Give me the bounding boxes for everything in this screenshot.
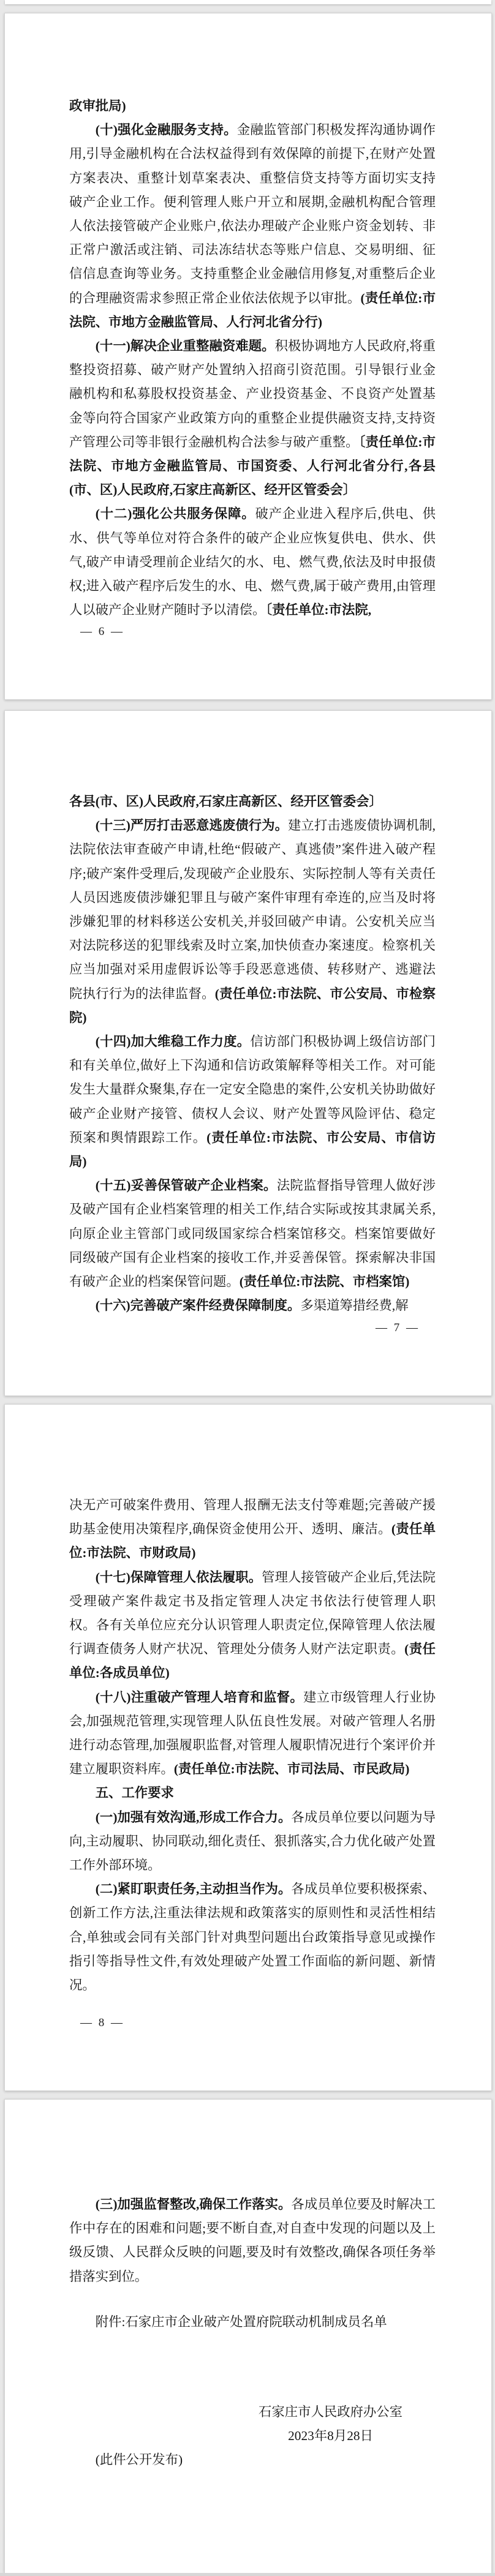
para-body: 建立市级管理人行业协会,加强规范管理,实现管理人队伍良性发展。对破产管理人名册进行动态管理,加强履职监督,对管理人履职情况进行个案评价并建立履职资料库。 <box>69 1689 436 1777</box>
paragraph-item-18 <box>69 1686 436 1782</box>
para-head: (十一)解决企业重整融资难题。 <box>95 339 275 354</box>
paragraph-item-14 <box>69 1030 436 1174</box>
para-head: (十七)保障管理人依法履职。 <box>95 1569 262 1585</box>
para-body: 各成员单位要积极探索、创新工作方法,注重法律法规和政策落实的原则性和灵活性相结合,单独或会同有关部门针对典型问题出台政策指导意见或操作指引等指导性文件,有效处理破产处置工作面临的新问题、新情况。 <box>69 1882 436 1993</box>
paragraph-item-11 <box>69 334 436 502</box>
para-head: (二)紧盯职责任务,主动担当作为。 <box>95 1882 292 1897</box>
responsibility-clause: (责任单位:市法院、市地方金融监管局、人行河北省分行) <box>69 290 436 329</box>
responsibility-clause: 〔责任单位:市法院, <box>265 603 372 618</box>
para-body: 各成员单位要及时解决工作中存在的困难和问题;要不断自查,对自查中发现的问题以及上级反馈、人民群众反映的问题,要及时有效整改,确保各项任务举措落实到位。 <box>69 2197 436 2284</box>
paragraph-item-16 <box>69 1294 436 1318</box>
para-head: (十八)注重破产管理人培育和监督。 <box>95 1689 303 1705</box>
para-body: 信访部门积极协调上级信访部门和有关单位,做好上下沟通和信访政策解释等相关工作。对可能发生大量群众聚集,存在一定安全隐患的案件,公安机关协助做好破产企业财产接管、债权人会议、财产处置等风险评估、稳定预案和舆情跟踪工作。 <box>69 1034 436 1145</box>
para-body: 积极协调地方人民政府,将重整投资招募、破产财产处置纳入招商引资范围。引导银行业金融机构和私募股权投资基金、产业投资基金、不良资产处置基金等向符合国家产业政策方向的重整企业提供融资支持,支持资产管理公司等非银行金融机构合法参与破产重整。 <box>69 339 436 449</box>
page-number: — 6 — <box>80 625 124 638</box>
page-number: — 7 — <box>376 1321 420 1334</box>
para-body: 管理人接管破产企业后,凭法院受理破产案件裁定书及指定管理人决定书依法行使管理人职权。各有关单位应充分认识管理人职责定位,保障管理人依法履行调查债务人财产状况、管理处分债务人财产法定职责。 <box>69 1569 436 1657</box>
responsibility-clause: (责任单位:市法院、市公安局、市信访局) <box>69 1130 436 1170</box>
public-release-note: (此件公开发布) <box>95 2452 183 2468</box>
continuation-line: 各县(市、区)人民政府,石家庄高新区、经开区管委会〕 <box>69 794 382 809</box>
para-head: (十六)完善破产案件经费保障制度。 <box>95 1298 301 1313</box>
issue-date: 2023年8月28日 <box>288 2428 373 2444</box>
paragraph-item-13 <box>69 814 436 1030</box>
continuation-line <box>69 1493 436 1566</box>
para-body: 多渠道筹措经费,解 <box>300 1298 409 1313</box>
responsibility-clause: 〔责任单位:市法院、市地方金融监管局、市国资委、人行河北省分行,各县(市、区)人民政府,石家庄高新区、经开区管委会〕 <box>69 434 436 498</box>
page-8-content <box>69 1405 436 1997</box>
para-body: 各成员单位要以问题为导向,主动履职、协同联动,细化责任、狠抓落实,合力优化破产处置工作外部环境。 <box>69 1809 436 1873</box>
para-body: 法院监督指导管理人做好涉及破产国有企业档案管理的相关工作,结合实际或按其隶属关系,向原企业主管部门或同级国家综合档案馆移交。档案馆要做好同级破产国有企业档案的接收工作,并妥善保管。探索解决非国有破产企业的档案保管问题。 <box>69 1178 436 1290</box>
para-body: 决无产可破案件费用、管理人报酬无法支付等难题;完善破产援助基金使用决策程序,确保资金使用公开、透明、廉洁。 <box>69 1498 436 1537</box>
para-head: (十)强化金融服务支持。 <box>95 122 237 138</box>
para-body: 破产企业进入程序后,供电、供水、供气等单位对符合条件的破产企业应恢复供电、供水、供气,破产申请受理前企业结欠的水、电、燃气费,依法及时申报债权;进入破产程序后发生的水、电、燃气费,属于破产费用,由管理人以破产企业财产随时予以清偿。 <box>69 506 436 618</box>
paragraph-item-17 <box>69 1566 436 1686</box>
para-head: (十二)强化公共服务保障。 <box>95 506 255 522</box>
para-body: 金融监管部门积极发挥沟通协调作用,引导金融机构在合法权益得到有效保障的前提下,在财产处置方案表决、重整计划草案表决、重整信贷支持等方面切实支持破产企业工作。便利管理人账户开立和展期,金融机构配合管理人依法接管破产企业账户,依法办理破产企业账户资金划转、非正常户激活或注销、司法冻结状态等账户信息、交易明细、征信信息查询等业务。支持重整企业金融信用修复,对重整后企业的合理融资需求参照正常企业依法依规予以审批。 <box>69 122 436 306</box>
para-head: (一)加强有效沟通,形成工作合力。 <box>95 1809 292 1825</box>
section-heading-work-requirements: 五、工作要求 <box>95 1786 174 1801</box>
document-page-8 <box>4 1404 492 2091</box>
paragraph-item-15 <box>69 1174 436 1294</box>
para-head: (十三)严厉打击恶意逃废债行为。 <box>95 818 288 833</box>
page-7-content <box>69 711 436 1318</box>
paragraph-item-2 <box>69 1877 436 1997</box>
attachment-line: 附件:石家庄市企业破产处置府院联动机制成员名单 <box>95 2314 387 2329</box>
responsibility-clause: (责任单位:市法院、市档案馆) <box>239 1274 410 1290</box>
viewport-bottom-edge <box>0 2573 495 2576</box>
signature-block <box>259 2400 402 2448</box>
paragraph-item-12 <box>69 502 436 622</box>
document-page-7 <box>4 710 492 1396</box>
para-head: (十四)加大维稳工作力度。 <box>95 1034 251 1050</box>
paragraph-item-3 <box>69 2193 436 2289</box>
paragraph-item-1 <box>69 1806 436 1878</box>
para-head: (三)加强监督整改,确保工作落实。 <box>95 2197 292 2212</box>
responsibility-clause: (责任单位:市法院、市财政局) <box>69 1522 436 1561</box>
responsibility-clause: (责任单位:市法院、市司法局、市民政局) <box>173 1762 410 1777</box>
document-page-9 <box>4 2099 492 2573</box>
para-head: (十五)妥善保管破产企业档案。 <box>95 1178 277 1193</box>
continuation-line: 政审批局) <box>69 99 126 113</box>
page-9-content <box>69 2100 436 2473</box>
responsibility-clause: (责任单位:各成员单位) <box>69 1642 436 1681</box>
para-body: 建立打击逃废债协调机制,法院依法审查破产申请,杜绝“假破产、真逃债”案件进入破产程序;破产案件受理后,发现破产企业股东、实际控制人等有关责任人员因逃废债涉嫌犯罪且与破产案件审理有牵连的,应当及时将涉嫌犯罪的材料移送公安机关,并驳回破产申请。公安机关应当对法院移送的犯罪线索及时立案,加快侦查办案速度。检察机关应当加强对采用虚假诉讼等手段恶意逃债、转移财产、逃避法院执行行为的法律监督。 <box>69 818 436 1001</box>
page-number: — 8 — <box>80 2016 124 2029</box>
paragraph-item-10 <box>69 118 436 334</box>
page-6-content <box>69 13 436 622</box>
issuing-office: 石家庄市人民政府办公室 <box>259 2405 402 2420</box>
document-page-6 <box>4 13 492 700</box>
previous-page-bottom-edge <box>5 0 491 4</box>
responsibility-clause: (责任单位:市法院、市公安局、市检察院) <box>69 986 436 1025</box>
